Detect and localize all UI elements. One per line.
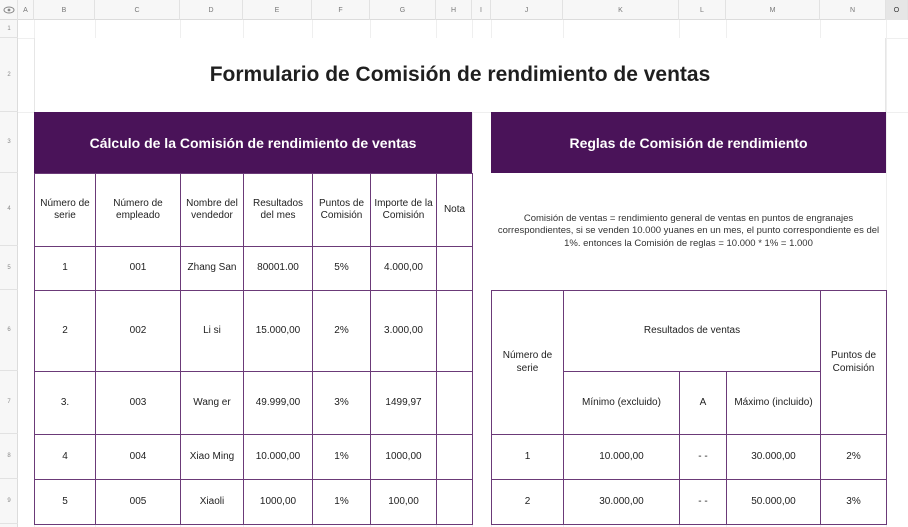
- cell-employee[interactable]: 005: [96, 480, 181, 525]
- cell-results[interactable]: 1000,00: [244, 480, 313, 525]
- cell-seller[interactable]: Li si: [181, 291, 244, 372]
- cell-results[interactable]: 49.999,00: [244, 372, 313, 435]
- commission-calculation-table: [34, 173, 473, 525]
- cell-min[interactable]: 10.000,00: [564, 435, 680, 480]
- cell-results[interactable]: 80001.00: [244, 247, 313, 291]
- cell-points[interactable]: 1%: [313, 435, 371, 480]
- cell-results[interactable]: 15.000,00: [244, 291, 313, 372]
- column-header-h[interactable]: H: [436, 0, 472, 20]
- rules-header-max[interactable]: Máximo (incluido): [727, 372, 821, 435]
- cell-results[interactable]: 10.000,00: [244, 435, 313, 480]
- cell-serial[interactable]: 4: [35, 435, 96, 480]
- cell-serial[interactable]: 2: [492, 480, 564, 525]
- row-header-8[interactable]: 8: [0, 434, 18, 479]
- cell-serial[interactable]: 3.: [35, 372, 96, 435]
- cell-employee[interactable]: 001: [96, 247, 181, 291]
- row-header-6[interactable]: 6: [0, 290, 18, 371]
- cell-serial[interactable]: 2: [35, 291, 96, 372]
- cell-points[interactable]: 2%: [313, 291, 371, 372]
- rules-header-row: [492, 291, 887, 372]
- eye-icon: [3, 4, 15, 16]
- column-header-bar: [0, 0, 908, 20]
- cell-amount[interactable]: 100,00: [371, 480, 437, 525]
- table-row: [35, 291, 473, 372]
- column-header-e[interactable]: E: [243, 0, 312, 20]
- row-header-4[interactable]: 4: [0, 173, 18, 246]
- cell-note[interactable]: [437, 435, 473, 480]
- rules-header-points[interactable]: Puntos de Comisión: [821, 291, 887, 435]
- cell-employee[interactable]: 002: [96, 291, 181, 372]
- column-header-c[interactable]: C: [95, 0, 180, 20]
- header-commission-amount[interactable]: Importe de la Comisión: [371, 174, 437, 247]
- column-header-k[interactable]: K: [563, 0, 679, 20]
- calculation-banner[interactable]: Cálculo de la Comisión de rendimiento de ventas: [34, 112, 472, 173]
- table-header-row: [35, 174, 473, 247]
- commission-rules-table: [491, 290, 887, 525]
- cell-max[interactable]: 50.000,00: [727, 480, 821, 525]
- rules-description[interactable]: Comisión de ventas = rendimiento general de ventas en puntos de engranajes correspondientes, si se venden 10.000 yuanes en un mes, el punto correspondiente es del 1%. entonces la Comisión de reglas = 10.000 * 1% = 1.000: [491, 173, 886, 290]
- table-row: [35, 372, 473, 435]
- cell-to[interactable]: - -: [680, 435, 727, 480]
- cell-amount[interactable]: 4.000,00: [371, 247, 437, 291]
- cell-serial[interactable]: 5: [35, 480, 96, 525]
- row-header-1[interactable]: 1: [0, 20, 18, 38]
- column-header-n[interactable]: N: [820, 0, 886, 20]
- rules-header-serial[interactable]: Número de serie: [492, 291, 564, 435]
- header-commission-points[interactable]: Puntos de Comisión: [313, 174, 371, 247]
- column-header-o[interactable]: O: [886, 0, 908, 20]
- table-row: [35, 247, 473, 291]
- cell-points[interactable]: 2%: [821, 435, 887, 480]
- column-header-l[interactable]: L: [679, 0, 726, 20]
- rules-banner[interactable]: Reglas de Comisión de rendimiento: [491, 112, 886, 173]
- table-row: [35, 480, 473, 525]
- column-header-j[interactable]: J: [491, 0, 563, 20]
- cell-points[interactable]: 1%: [313, 480, 371, 525]
- cell-serial[interactable]: 1: [35, 247, 96, 291]
- column-header-d[interactable]: D: [180, 0, 243, 20]
- cell-points[interactable]: 5%: [313, 247, 371, 291]
- cell-note[interactable]: [437, 291, 473, 372]
- table-row: [492, 435, 887, 480]
- row-header-3[interactable]: 3: [0, 112, 18, 173]
- cell-amount[interactable]: 1000,00: [371, 435, 437, 480]
- cell-seller[interactable]: Xiaoli: [181, 480, 244, 525]
- cell-employee[interactable]: 003: [96, 372, 181, 435]
- header-note[interactable]: Nota: [437, 174, 473, 247]
- sheet-title[interactable]: Formulario de Comisión de rendimiento de ventas: [34, 38, 886, 112]
- cell-employee[interactable]: 004: [96, 435, 181, 480]
- row-header-2[interactable]: 2: [0, 38, 18, 112]
- cell-amount[interactable]: 3.000,00: [371, 291, 437, 372]
- cell-amount[interactable]: 1499,97: [371, 372, 437, 435]
- select-all-corner[interactable]: [0, 0, 18, 20]
- cell-serial[interactable]: 1: [492, 435, 564, 480]
- column-header-b[interactable]: B: [34, 0, 95, 20]
- header-monthly-results[interactable]: Resultados del mes: [244, 174, 313, 247]
- column-header-f[interactable]: F: [312, 0, 370, 20]
- cell-points[interactable]: 3%: [821, 480, 887, 525]
- column-header-a[interactable]: A: [18, 0, 34, 20]
- row-header-7[interactable]: 7: [0, 371, 18, 434]
- row-header-5[interactable]: 5: [0, 246, 18, 290]
- row-header-9[interactable]: 9: [0, 479, 18, 524]
- cell-points[interactable]: 3%: [313, 372, 371, 435]
- table-row: [492, 480, 887, 525]
- cell-min[interactable]: 30.000,00: [564, 480, 680, 525]
- cell-seller[interactable]: Zhang San: [181, 247, 244, 291]
- header-employee-number[interactable]: Número de empleado: [96, 174, 181, 247]
- table-row: [35, 435, 473, 480]
- cell-note[interactable]: [437, 247, 473, 291]
- rules-header-to[interactable]: A: [680, 372, 727, 435]
- header-serial-number[interactable]: Número de serie: [35, 174, 96, 247]
- cell-seller[interactable]: Xiao Ming: [181, 435, 244, 480]
- cell-seller[interactable]: Wang er: [181, 372, 244, 435]
- header-seller-name[interactable]: Nombre del vendedor: [181, 174, 244, 247]
- rules-header-min[interactable]: Mínimo (excluido): [564, 372, 680, 435]
- column-header-i[interactable]: I: [472, 0, 491, 20]
- row-header-bar: [0, 20, 18, 527]
- column-header-m[interactable]: M: [726, 0, 820, 20]
- column-header-g[interactable]: G: [370, 0, 436, 20]
- cell-note[interactable]: [437, 372, 473, 435]
- cell-note[interactable]: [437, 480, 473, 525]
- cell-max[interactable]: 30.000,00: [727, 435, 821, 480]
- cell-to[interactable]: - -: [680, 480, 727, 525]
- rules-header-sales-results[interactable]: Resultados de ventas: [564, 291, 821, 372]
